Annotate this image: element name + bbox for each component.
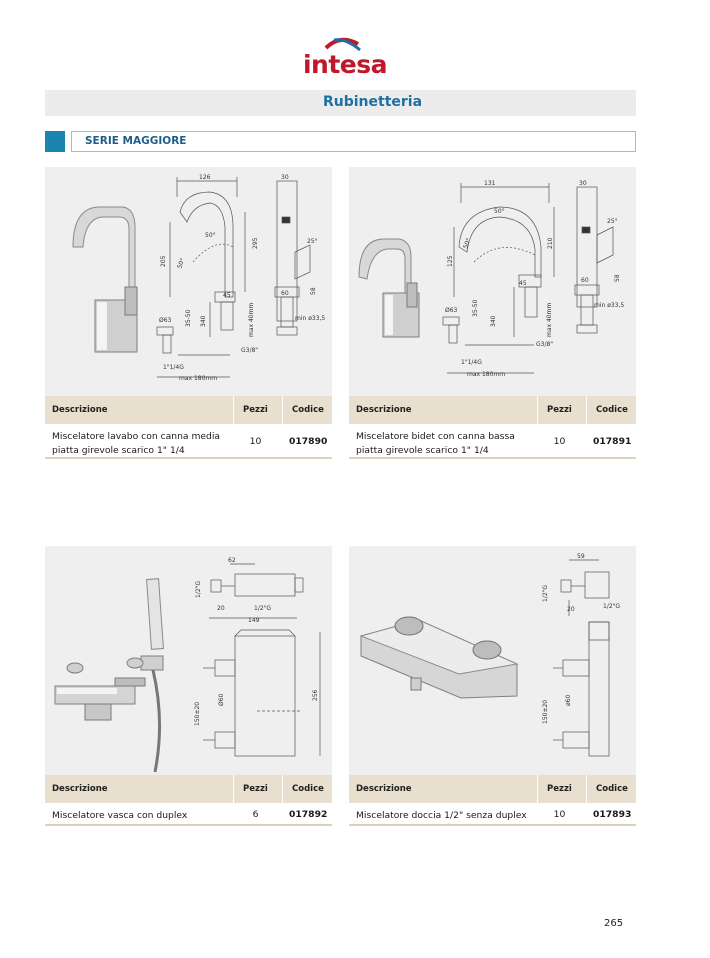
series-label: SERIE MAGGIORE: [85, 135, 187, 147]
dimension-label: max 180mm: [467, 371, 506, 378]
dimension-label: 295: [252, 237, 259, 249]
series-accent-square: [45, 131, 65, 152]
series-header: [45, 131, 636, 152]
table-row: [349, 806, 636, 826]
header-description: Descrizione: [356, 405, 412, 415]
header-code: Codice: [292, 405, 324, 415]
product-pieces: 10: [249, 436, 262, 447]
product-image-017893: [349, 546, 636, 775]
product-code: 017893: [593, 809, 632, 820]
table-row: [45, 806, 332, 826]
dimension-label: 210: [547, 237, 554, 249]
dimension-label: 45: [519, 280, 527, 287]
dimension-label: Ø63: [445, 307, 458, 314]
dimension-label: 50°: [176, 257, 187, 270]
header-pieces: Pezzi: [243, 405, 268, 415]
product-description: Miscelatore doccia 1/2" senza duplex: [356, 810, 527, 821]
table-row: [349, 427, 636, 459]
dimension-label: 1/2"G: [195, 580, 202, 598]
dimension-label: ø60: [565, 694, 572, 706]
dimension-label: 205: [160, 255, 167, 267]
dimension-label: 1"1/4G: [461, 359, 482, 366]
dimension-label: 20: [217, 605, 225, 612]
brand-logo: [300, 34, 390, 84]
dimension-label: 25°: [307, 238, 318, 245]
product-code: 017891: [593, 436, 632, 447]
header-description: Descrizione: [52, 405, 108, 415]
dimension-label: 60: [581, 277, 589, 284]
header-pieces: Pezzi: [547, 405, 572, 415]
dimension-label: 126: [199, 174, 211, 181]
header-code: Codice: [596, 784, 628, 794]
dimension-label: max 40mm: [546, 302, 553, 337]
dimension-label: 150±20: [542, 699, 549, 724]
dimension-label: 20: [567, 606, 575, 613]
table-row: [45, 427, 332, 459]
dimension-label: 149: [248, 617, 260, 624]
dimension-label: G3/8": [536, 341, 554, 348]
dimension-label: 59: [577, 553, 585, 560]
product-pieces: 10: [553, 809, 566, 820]
page-title: Rubinetteria: [322, 94, 423, 110]
table-header: [45, 775, 332, 803]
description-line: Miscelatore lavabo con canna media: [52, 431, 221, 442]
dimension-label: 50°: [205, 232, 216, 239]
dimension-label: min ø33,5: [594, 302, 625, 309]
table-header: [349, 396, 636, 424]
product-pieces: 6: [252, 809, 259, 820]
dimension-label: 340: [490, 315, 497, 327]
product-code: 017892: [289, 809, 328, 820]
dimension-label: 256: [312, 689, 319, 701]
dimension-label: 1/2"G: [254, 605, 272, 612]
dimension-label: Ø63: [159, 317, 172, 324]
product-image-017890: [45, 167, 332, 396]
table-header: [349, 775, 636, 803]
dimension-label: min ø33,5: [295, 315, 326, 322]
description-line: piatta girevole scarico 1" 1/4: [356, 445, 489, 456]
dimension-label: 150±20: [194, 701, 201, 726]
dimension-label: 60: [281, 290, 289, 297]
dimension-label: max 180mm: [179, 375, 218, 382]
dimension-label: max 40mm: [248, 302, 255, 337]
dimension-label: 125: [447, 255, 454, 267]
product-description: [356, 430, 536, 458]
dimension-label: 62: [228, 557, 236, 564]
header-pieces: Pezzi: [547, 784, 572, 794]
description-line: Miscelatore bidet con canna bassa: [356, 431, 515, 442]
header-code: Codice: [292, 784, 324, 794]
product-image-017892: [45, 546, 332, 775]
dimension-label: 50°: [462, 237, 473, 250]
series-label-box: [71, 131, 636, 152]
header-description: Descrizione: [356, 784, 412, 794]
product-image-017891: [349, 167, 636, 396]
header-description: Descrizione: [52, 784, 108, 794]
product-description: Miscelatore vasca con duplex: [52, 810, 188, 821]
dimension-label: 25°: [607, 218, 618, 225]
dimension-label: 58: [614, 274, 621, 282]
dimension-label: G3/8": [241, 347, 259, 354]
header-code: Codice: [596, 405, 628, 415]
section-title-bar: [45, 90, 636, 116]
product-code: 017890: [289, 436, 328, 447]
dimension-label: 131: [484, 180, 496, 187]
table-header: [45, 396, 332, 424]
dimension-label: 58: [310, 287, 317, 295]
dimension-label: 1/2"G: [542, 584, 549, 602]
dimension-label: Ø60: [218, 693, 225, 706]
dimension-label: 1/2"G: [603, 603, 621, 610]
product-pieces: 10: [553, 436, 566, 447]
page-number: 265: [604, 918, 624, 929]
dimension-label: 45: [223, 292, 231, 299]
dimension-label: 30: [579, 180, 587, 187]
dimension-label: 35-50: [472, 299, 479, 317]
dimension-label: 340: [200, 315, 207, 327]
product-description: [52, 430, 232, 458]
header-pieces: Pezzi: [243, 784, 268, 794]
dimension-label: 1"1/4G: [163, 364, 184, 371]
description-line: piatta girevole scarico 1" 1/4: [52, 445, 185, 456]
dimension-label: 50°: [494, 208, 505, 215]
dimension-label: 30: [281, 174, 289, 181]
brand-name: intesa: [302, 50, 388, 79]
dimension-label: 35-50: [185, 309, 192, 327]
